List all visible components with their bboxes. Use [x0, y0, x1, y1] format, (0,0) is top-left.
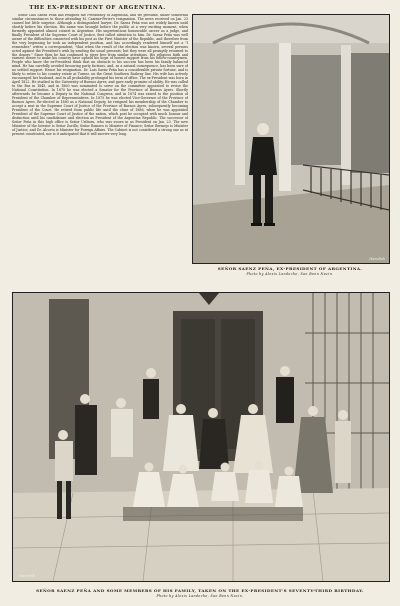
article-paragraph: Señor Luis Saenz Peña has resigned the Presidency of Argentina, and we presume, under somewhat similar circumstances to those attending M. Casimir-Perier's resignation. The news received on Jan. 23 caused but little surprise. Although a distinguished lawyer, Dr. Saenz Peña was not widely known until shortly before his election. His name was brought before the public at a very exciting moment, when formerly appointed almost coinert in Argentine. His unpretentious honourable career as a judge, and finally President of the Supreme Court of Justice, first called attention to him. Dr. Saenz Peña was well aware of the difficulties connected with his post as the First Minister of the Republic, and therefore from the very beginning he took an independent position, and has accordingly rendered himself not a "I remember," writes a correspondent, "that when the result of the election was known, several persons acted against the President's wish by sending the usual presents; but they were all promptly returned to the donors." Since then he has continued to steer free from similar attentions. His religious faith and earnest desire to make his country have upheld his hope of honest support from his fellow-countrymen. People who know the ex-President think that an obstacle to his success has been his family balanced mind. He has carefully avoided favouring party factions, and, as a natural consequence, has been sure of no settled support. Hence his resignation. Dr. Luis Saenz Peña has a considerable private fortune, and is likely to retire to his country estate at Tornez, on the Great Southern Railway line. His wife has actively encouraged her husband, and in all probability prolonged his term of office. The ex-President was born in April 1822. He studied in the University of Buenos Ayres, and gave early promise of ability. He was called to the Bar in 1845, and in 1860 was nominated to serve on the committee appointed to revise the National Constitution. In 1870 he was elected a Senator for the Province of Buenos Ayres. Shortly afterwards he became a Deputy in the National Congress, and in 1874 was raised to the position of President of the Chamber of Representatives. In 1875 he was elected Vice-Governor of the Province of Buenos Ayres. Re-elected in 1880 as a National Deputy, he resigned his membership of the Chamber to accept a seat in the Supreme Court of Justice of the Province of Buenos Ayres, subsequently becoming President of the Court. He retired from public life until the close of 1886, when he was appointed President of the Supreme Court of Justice of the nation, which post he occupied with much honour and distinction until his candidature and election as President of the Argentine Republic. The successor of Señor Peña in this high office is Señor Uriburu, who was sworn in as President on Jan. 23. The new Minister of the Interior is Señor Zorilla; Señor Romero is Minister of Finance; Señor Bermejo is Minister of Justice; and Dr. Alcorta is Minister for Foreign Affairs. The Cabinet is not considered a strong one as at present constituted, nor is it anticipated that it will survive very long. [12, 14, 188, 136]
engraver-signature: Hamdish [369, 257, 385, 261]
family-caption: SEÑOR SAENZ PEÑA AND SOME MEMBERS OF HIS FAMILY, TAKEN ON THE EX-PRESIDENT'S SEVENTY-THIRD BIRTHDAY. [36, 588, 364, 593]
family-photo [12, 292, 390, 582]
page-title: THE EX-PRESIDENT OF ARGENTINA. [29, 5, 166, 11]
article-body [12, 14, 188, 276]
family-credit: Photo by Alexis Landeche, San Benn Nacin. [156, 594, 244, 598]
family-photo-illustration [13, 293, 389, 581]
portrait-credit: Photo by Alexis Landeche, San Benn Nacin. [246, 272, 334, 276]
engraver-signature: Hamdish [19, 574, 35, 578]
portrait-photo [192, 14, 390, 264]
portrait-caption: SEÑOR SAENZ PEÑA, EX-PRESIDENT OF ARGENTINA. [217, 266, 363, 271]
portrait-photo-illustration [193, 15, 389, 263]
